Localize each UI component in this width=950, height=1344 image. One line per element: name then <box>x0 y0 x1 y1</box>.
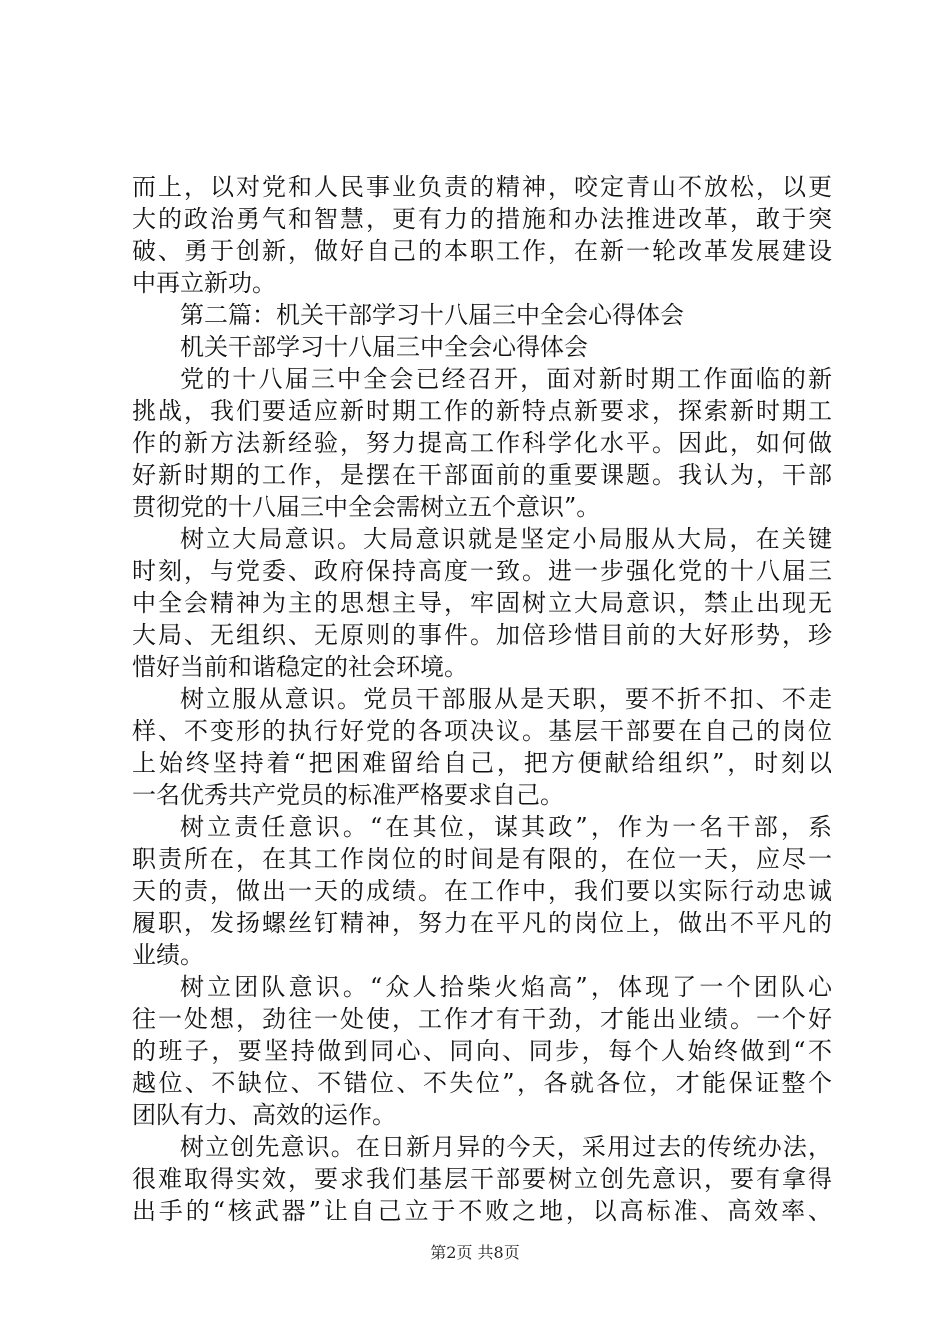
body-line: 树立服从意识。党员干部服从是天职，要不折不扣、不走 <box>180 685 832 713</box>
body-line: 大局、无组织、无原则的事件。加倍珍惜目前的大好形势，珍 <box>132 621 832 649</box>
body-line: 团队有力、高效的运作。 <box>132 1101 396 1129</box>
body-line: 职责所在，在其工作岗位的时间是有限的，在位一天，应尽一 <box>132 845 832 873</box>
body-line: 好新时期的工作，是摆在干部面前的重要课题。我认为，干部 <box>132 461 832 489</box>
body-line: 党的十八届三中全会已经召开，面对新时期工作面临的新 <box>180 365 832 393</box>
body-line: 天的责，做出一天的成绩。在工作中，我们要以实际行动忠诚 <box>132 877 832 905</box>
body-line: 越位、不缺位、不错位、不失位”，各就各位，才能保证整个 <box>132 1069 832 1097</box>
body-line: 作的新方法新经验，努力提高工作科学化水平。因此，如何做 <box>132 429 832 457</box>
body-line: 树立责任意识。“在其位，谋其政”，作为一名干部，系 <box>180 813 832 841</box>
body-line: 样、不变形的执行好党的各项决议。基层干部要在自己的岗位 <box>132 717 832 745</box>
body-line: 大的政治勇气和智慧，更有力的措施和办法推进改革，敢于突 <box>132 205 832 233</box>
body-line: 树立大局意识。大局意识就是坚定小局服从大局，在关键 <box>180 525 832 553</box>
article-title: 机关干部学习十八届三中全会心得体会 <box>180 333 588 361</box>
body-line: 而上，以对党和人民事业负责的精神，咬定青山不放松，以更 <box>132 173 832 201</box>
body-line: 中再立新功。 <box>132 269 276 297</box>
body-line: 时刻，与党委、政府保持高度一致。进一步强化党的十八届三 <box>132 557 832 585</box>
body-line: 的班子，要坚持做到同心、同向、同步，每个人始终做到“不 <box>132 1037 832 1065</box>
body-line: 很难取得实效，要求我们基层干部要树立创先意识，要有拿得 <box>132 1165 832 1193</box>
body-line: 一名优秀共产党员的标准严格要求自己。 <box>132 781 564 809</box>
body-line: 履职，发扬螺丝钉精神，努力在平凡的岗位上，做出不平凡的 <box>132 909 832 937</box>
body-line: 破、勇于创新，做好自己的本职工作，在新一轮改革发展建设 <box>132 237 832 265</box>
body-line: 出手的“核武器”让自己立于不败之地，以高标准、高效率、 <box>132 1197 832 1225</box>
body-line: 挑战，我们要适应新时期工作的新特点新要求，探索新时期工 <box>132 397 832 425</box>
section-heading: 第二篇：机关干部学习十八届三中全会心得体会 <box>180 301 684 329</box>
body-line: 往一处想，劲往一处使，工作才有干劲，才能出业绩。一个好 <box>132 1005 832 1033</box>
body-line: 上始终坚持着“把困难留给自己，把方便献给组织”，时刻以 <box>132 749 832 777</box>
page-number-footer: 第2页 共8页 <box>430 1243 520 1262</box>
body-line: 业绩。 <box>132 941 204 969</box>
body-line: 惜好当前和谐稳定的社会环境。 <box>132 653 468 681</box>
body-line: 贯彻党的十八届三中全会需树立五个意识”。 <box>132 493 601 521</box>
body-line: 树立团队意识。“众人拾柴火焰高”，体现了一个团队心 <box>180 973 832 1001</box>
body-line: 中全会精神为主的思想主导，牢固树立大局意识，禁止出现无 <box>132 589 832 617</box>
body-line: 树立创先意识。在日新月异的今天，采用过去的传统办法， <box>180 1133 832 1161</box>
